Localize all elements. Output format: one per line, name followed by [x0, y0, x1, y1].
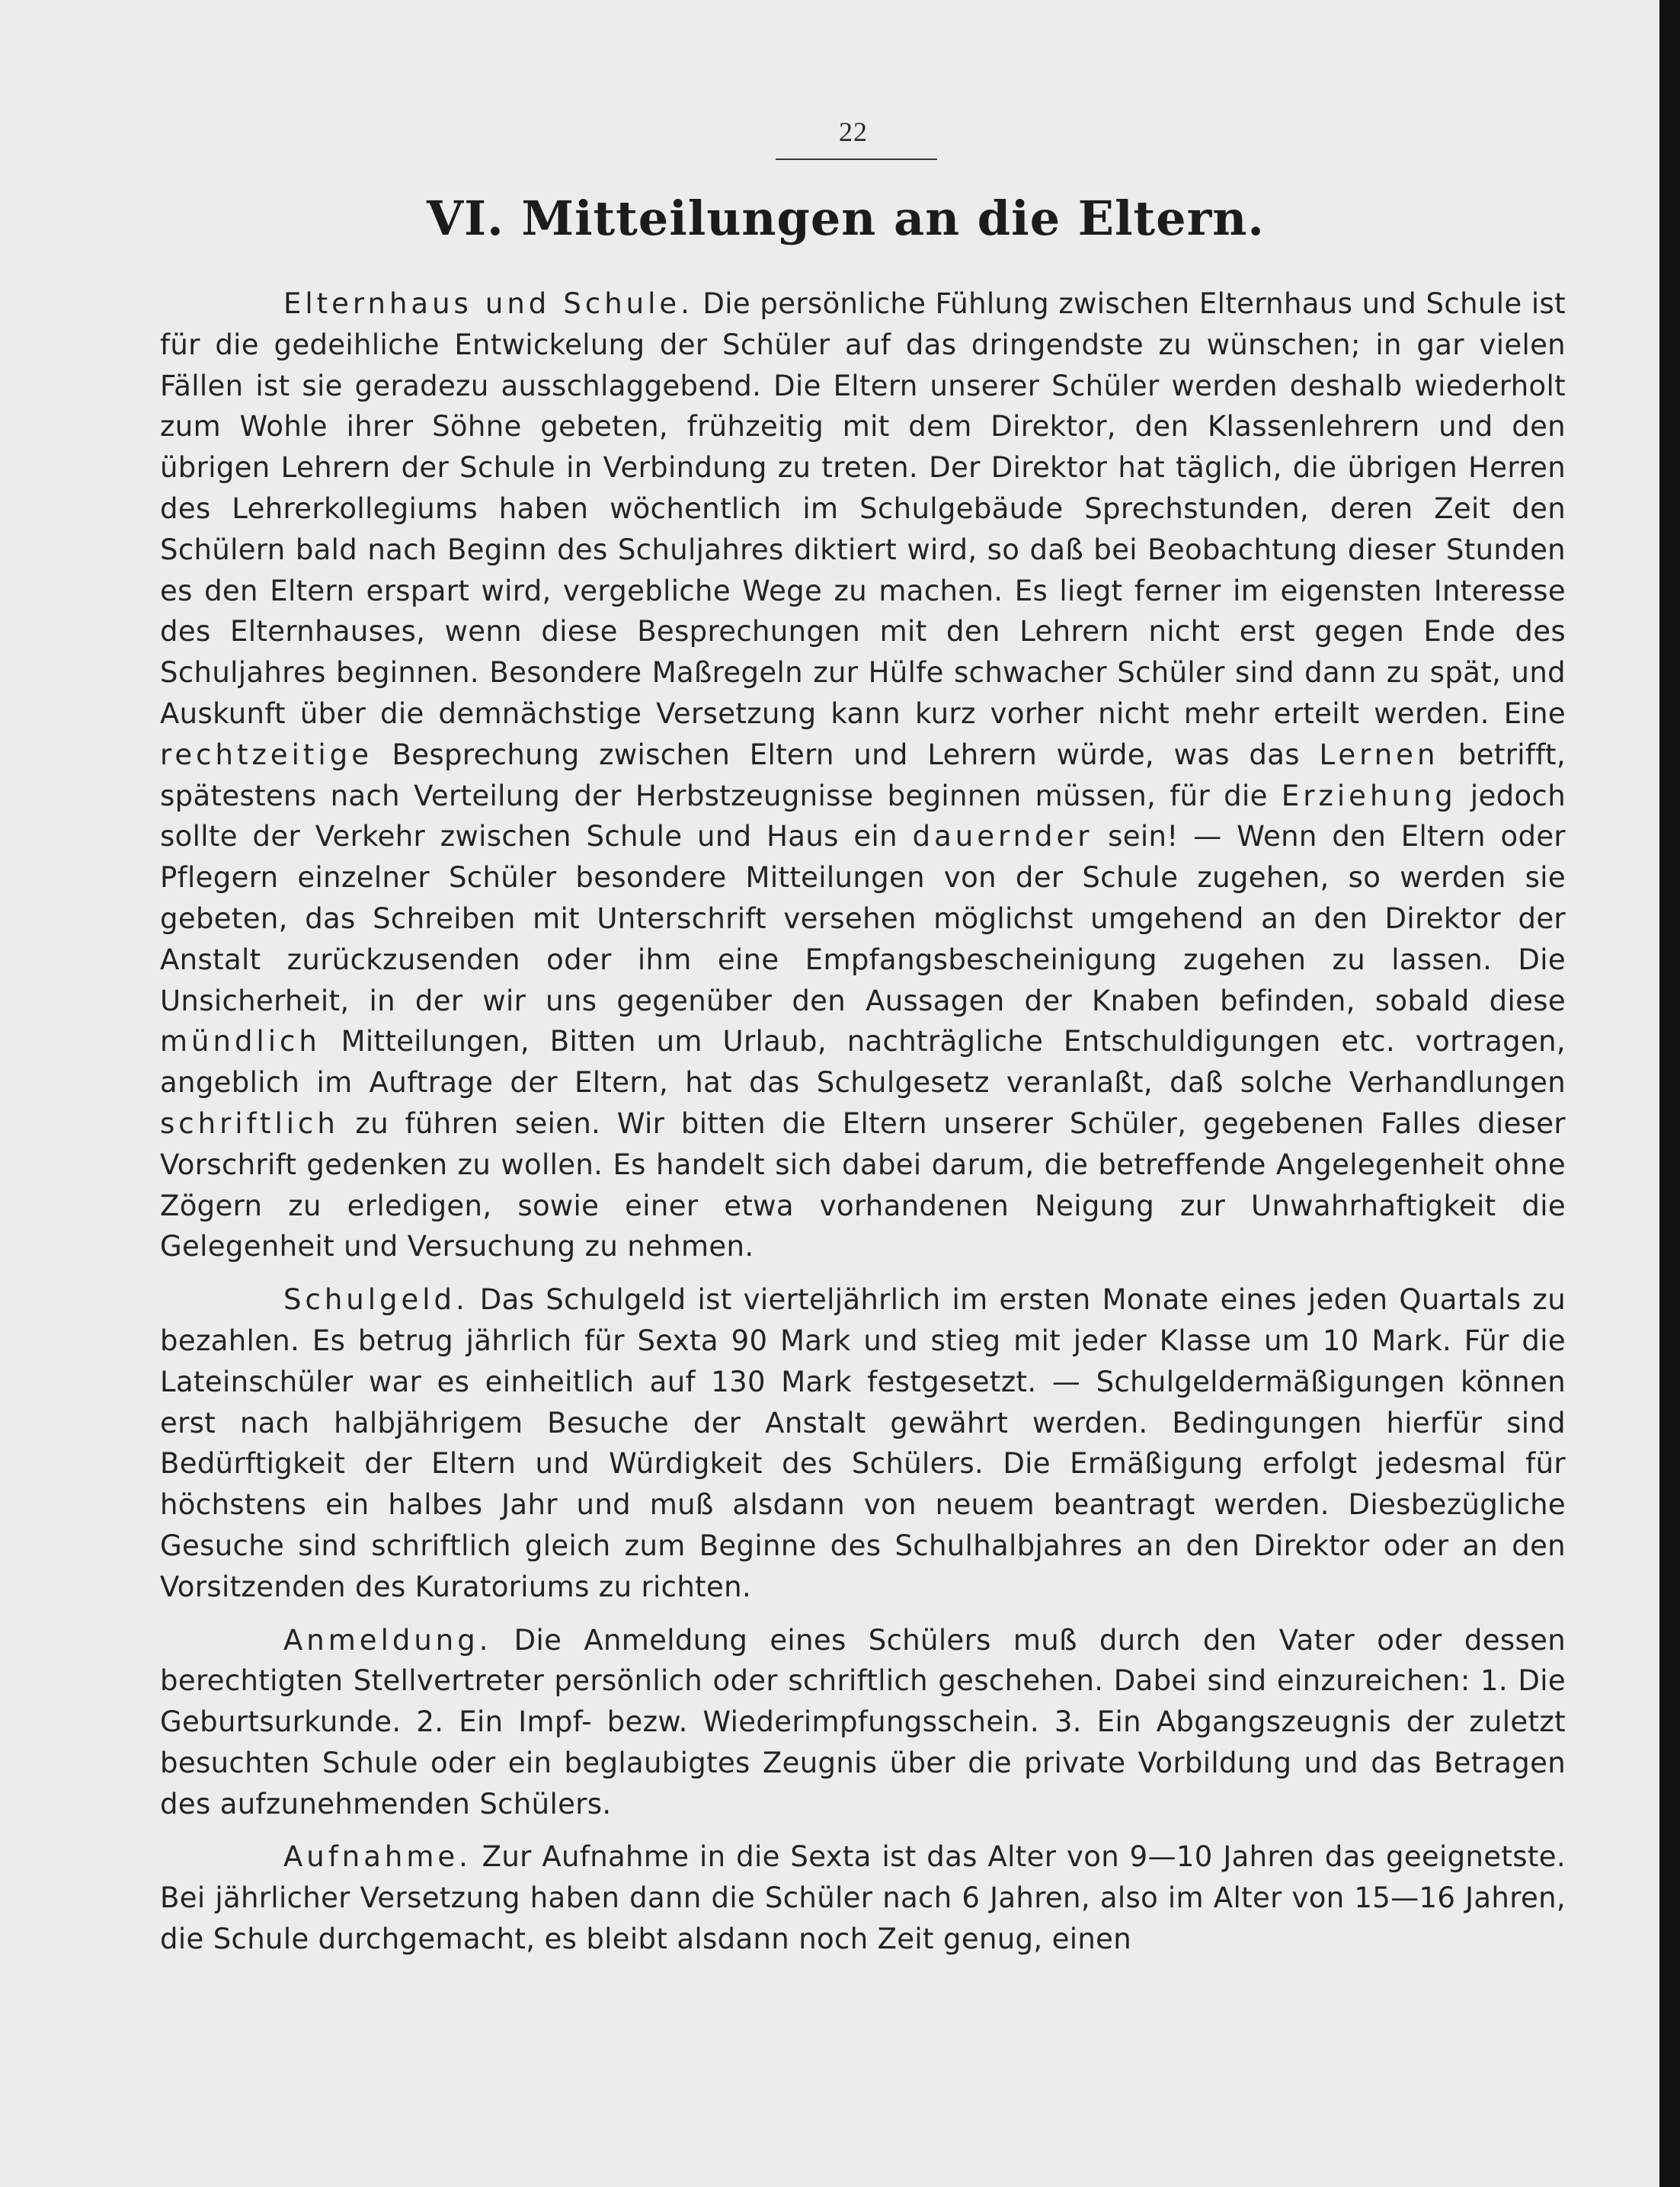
spaced-emphasis: schriftlich — [160, 1106, 339, 1140]
spaced-emphasis: dauernder — [912, 820, 1093, 853]
paragraph-anmeldung — [160, 1620, 1566, 1825]
text-segment: jedoch sollte der Verkehr zwischen Schule und Haus ein — [160, 779, 1566, 853]
run-in-heading: Anmeldung. — [283, 1623, 492, 1657]
text-segment: sein! — Wenn den Eltern oder Pflegern einzelner Schüler besondere Mitteilungen von der Schule zugehen, so werden sie gebeten, das Schreiben mit Unterschrift versehen möglichst umgehend an den Direktor der Anstalt zurückzusenden oder ihm eine Empfangsbescheinigung zugehen zu lassen. Die Unsicherheit, in der wir uns gegenüber den Aussagen der Knaben befinden, sobald diese — [160, 820, 1566, 1017]
scan-edge — [1659, 0, 1680, 2187]
text-segment: Besprechung zwischen Eltern und Lehrern würde, was das — [372, 738, 1320, 771]
spaced-emphasis: mündlich — [160, 1025, 321, 1058]
chapter-title: VI. Mitteilungen an die Eltern. — [427, 191, 1265, 246]
paragraph-aufnahme — [160, 1836, 1566, 1959]
paragraph-elternhaus — [160, 283, 1566, 1267]
run-in-heading: Aufnahme. — [283, 1840, 472, 1874]
text-segment: Die persönliche Fühlung zwischen Elternhaus und Schule ist für die gedeihliche Entwickelung der Schüler auf das dringendste zu wünschen; in gar vielen Fällen ist sie geradezu ausschlaggebend. Die Eltern unserer Schüler werden deshalb wiederholt zum Wohle ihrer Söhne gebeten, frühzeitig mit dem Direktor, den Klassenlehrern und den übrigen Lehrern der Schule in Verbindung zu treten. Der Direktor hat täglich, die übrigen Herren des Lehrerkollegiums haben wöchentlich im Schulgebäude Sprechstunden, deren Zeit den Schülern bald nach Beginn des Schuljahres diktiert wird, so daß bei Beobachtung dieser Stunden es den Eltern erspart wird, vergebliche Wege zu machen. Es liegt ferner im eigensten Interesse des Elternhauses, wenn diese Besprechungen mit den Lehrern nicht erst gegen Ende des Schuljahres beginnen. Besondere Maßregeln zur Hülfe schwacher Schüler sind dann zu spät, und Auskunft über die demnächstige Versetzung kann kurz vorher nicht mehr erteilt werden. Eine — [160, 287, 1566, 730]
spaced-emphasis: Lernen — [1319, 738, 1439, 771]
paragraph-schulgeld — [160, 1279, 1566, 1607]
spaced-emphasis: rechtzeitige — [160, 738, 373, 771]
text-segment: Zur Aufnahme in die Sexta ist das Alter von 9—10 Jahren das geeignetste. Bei jährlicher Versetzung haben dann die Schüler nach 6 Jahren, also im Alter von 15—16 Jahren, die Schule durchgemacht, es bleibt alsdann noch Zeit genug, einen — [160, 1840, 1566, 1956]
text-segment: Die Anmeldung eines Schülers muß durch den Vater oder dessen berechtigten Stellvertreter persönlich oder schriftlich geschehen. Dabei sind einzureichen: 1. Die Geburtsurkunde. 2. Ein Impf- bezw. Wiederimpfungsschein. 3. Ein Abgangszeugnis der zuletzt besuchten Schule oder ein beglaubigtes Zeugnis über die private Vorbildung und das Betragen des aufzunehmenden Schülers. — [160, 1623, 1566, 1820]
body-text — [160, 283, 1566, 1960]
page-number: 22 — [839, 117, 868, 147]
text-segment: Mitteilungen, Bitten um Urlaub, nachträgliche Entschuldigungen etc. vortragen, angeblich im Auftrage der Eltern, hat das Schulgesetz veranlaßt, daß solche Verhandlungen — [160, 1025, 1566, 1100]
text-segment: zu führen seien. Wir bitten die Eltern unserer Schüler, gegebenen Falles dieser Vorschrift gedenken zu wollen. Es handelt sich dabei darum, die betreffende Angelegenheit ohne Zögern zu erledigen, sowie einer etwa vorhandenen Neigung zur Unwahrhaftigkeit die Gelegenheit und Versuchung zu nehmen. — [160, 1106, 1566, 1263]
spaced-emphasis: Erziehung — [1281, 779, 1457, 812]
text-segment: betrifft, spätestens nach Verteilung der Herbstzeugnisse beginnen müssen, für die — [160, 738, 1566, 812]
text-segment: Das Schulgeld ist vierteljährlich im ersten Monate eines jeden Quartals zu bezahlen. Es betrug jährlich für Sexta 90 Mark und stieg mit jeder Klasse um 10 Mark. Für die Lateinschüler war es einheitlich auf 130 Mark festgesetzt. — Schulgeldermäßigungen können erst nach halbjährigem Besuche der Anstalt gewährt werden. Bedingungen hierfür sind Bedürftigkeit der Eltern und Würdigkeit des Schülers. Die Ermäßigung erfolgt jedesmal für höchstens ein halbes Jahr und muß alsdann von neuem beantragt werden. Diesbezügliche Gesuche sind schriftlich gleich zum Beginne des Schulhalbjahres an den Direktor oder an den Vorsitzenden des Kuratoriums zu richten. — [160, 1283, 1566, 1603]
page-number-rule — [776, 159, 937, 160]
run-in-heading: Elternhaus und Schule. — [283, 287, 693, 320]
run-in-heading: Schulgeld. — [283, 1283, 469, 1317]
